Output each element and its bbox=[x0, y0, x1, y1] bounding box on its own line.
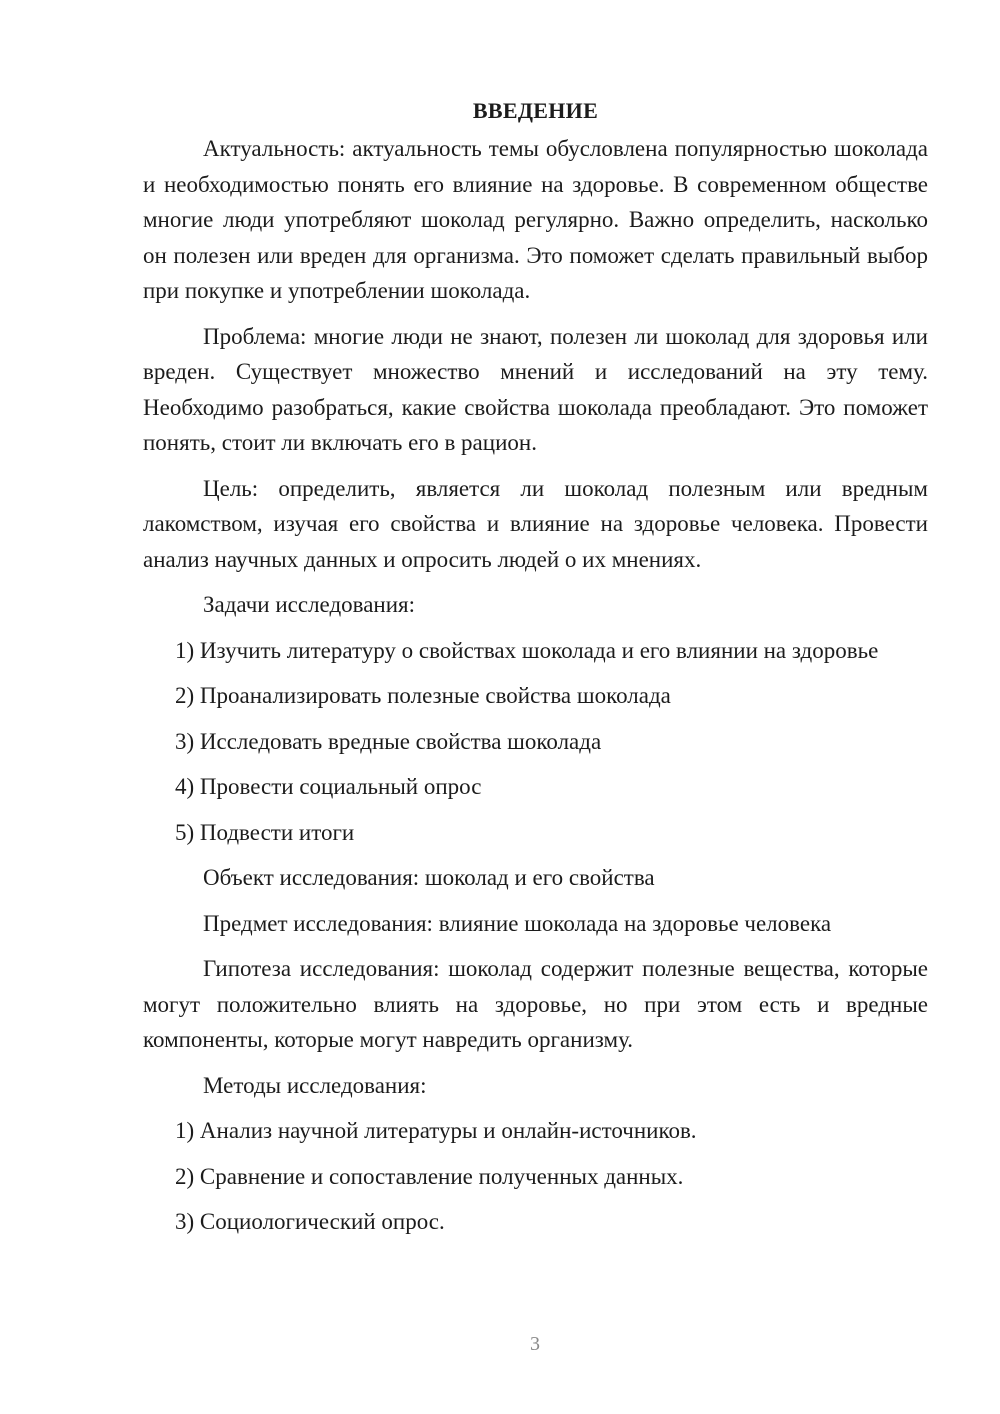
subject-line: Предмет исследования: влияние шоколада на здоровье человека bbox=[203, 910, 832, 936]
task-item: 3) Исследовать вредные свойства шоколада bbox=[175, 728, 602, 754]
page-title: ВВЕДЕНИЕ bbox=[472, 98, 599, 123]
methods-heading: Методы исследования: bbox=[203, 1072, 427, 1098]
hypothesis-paragraph: Гипотеза исследования: шоколад содержит полезные вещества, которые могут положительно влиять на здоровье, но при этом есть и вредные компоненты, которые могут навредить организму. bbox=[143, 956, 928, 1052]
task-item: 1) Изучить литературу о свойствах шоколада и его влиянии на здоровье bbox=[175, 637, 879, 663]
task-item: 2) Проанализировать полезные свойства шоколада bbox=[175, 683, 671, 708]
method-item: 1) Анализ научной литературы и онлайн-источников. bbox=[175, 1118, 697, 1143]
relevance-paragraph: Актуальность: актуальность темы обусловлена популярностью шоколада и необходимостью понять его влияние на здоровье. В современном обществе многие люди употребляют шоколад регулярно. Важно определить, насколько он полезен или вреден для организма. Это поможет сделать правильный выбор при покупке и употреблении шоколада. bbox=[143, 136, 928, 303]
tasks-heading: Задачи исследования: bbox=[203, 592, 416, 617]
page-content bbox=[143, 95, 928, 1250]
object-line: Объект исследования: шоколад и его свойства bbox=[203, 865, 655, 890]
problem-paragraph: Проблема: многие люди не знают, полезен ли шоколад для здоровья или вреден. Существует множество мнений и исследований на эту тему. Необходимо разобраться, какие свойства шоколада преобладают. Это поможет понять, стоит ли включать его в рацион. bbox=[143, 323, 928, 455]
method-item: 3) Социологический опрос. bbox=[175, 1209, 445, 1234]
goal-paragraph: Цель: определить, является ли шоколад полезным или вредным лакомством, изучая его свойства и влияние на здоровье человека. Провести анализ научных данных и опросить людей о их мнениях. bbox=[143, 475, 928, 572]
method-item: 2) Сравнение и сопоставление полученных данных. bbox=[175, 1163, 684, 1189]
task-item: 4) Провести социальный опрос bbox=[175, 774, 482, 799]
task-item: 5) Подвести итоги bbox=[175, 819, 355, 845]
page-number: 3 bbox=[530, 1333, 540, 1355]
